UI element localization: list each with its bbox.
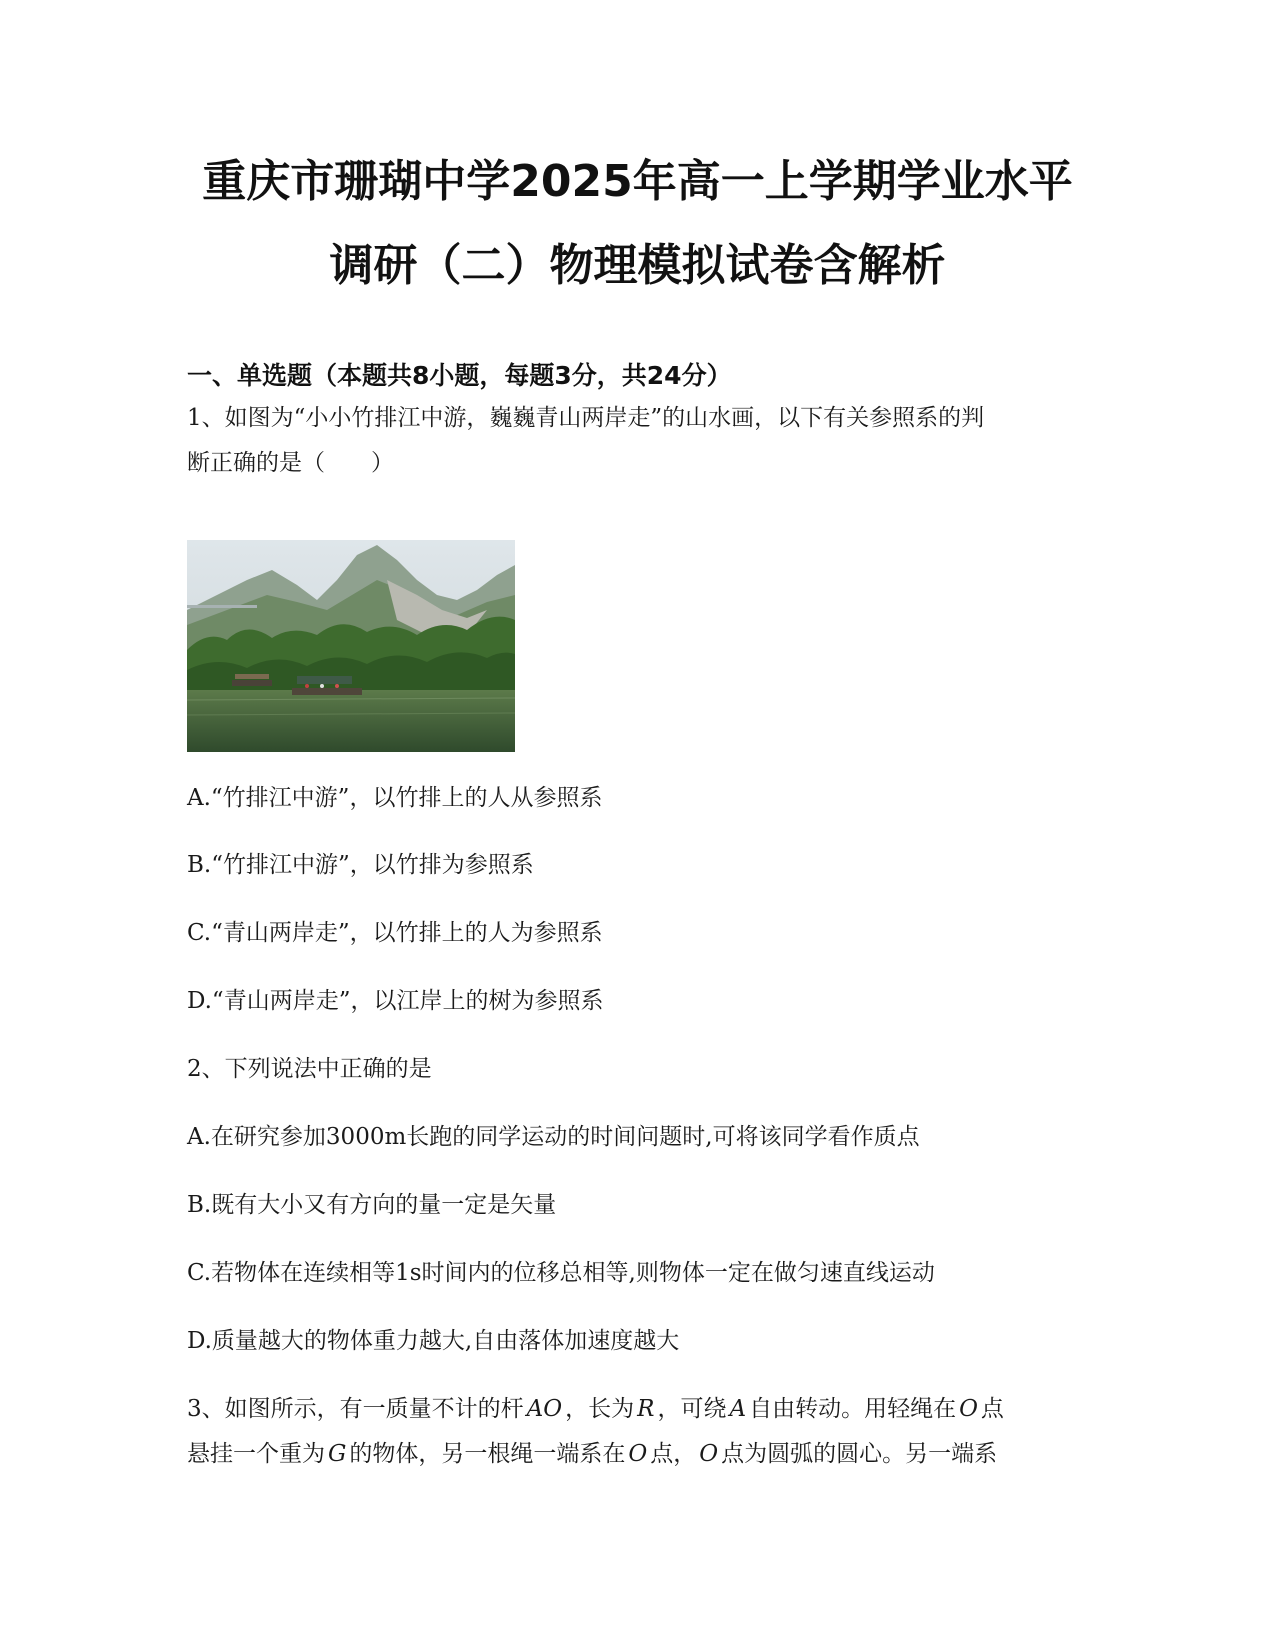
document-title (150, 140, 1125, 308)
q3-text: 点为圆弧的圆心。另一端系 (721, 1441, 998, 1467)
q3-text: ，可绕 (657, 1396, 727, 1422)
q3-var-g: G (328, 1441, 347, 1467)
q2-option-a: A.在研究参加3000m长跑的同学运动的时间问题时,可将该同学看作质点 (187, 1124, 920, 1150)
q3-text: 悬挂一个重为 (187, 1441, 325, 1467)
q3-text: ，长为 (565, 1396, 635, 1422)
q3-text: 3、如图所示，有一质量不计的杆 (187, 1396, 524, 1422)
q2-stem: 2、下列说法中正确的是 (187, 1056, 432, 1082)
q3-var-o: O (699, 1441, 719, 1467)
q3-text: 自由转动。用轻绳在 (749, 1396, 957, 1422)
river-landscape-photo (187, 540, 515, 752)
q3-var-o: O (959, 1396, 978, 1422)
q2-option-d: D.质量越大的物体重力越大,自由落体加速度越大 (187, 1328, 680, 1354)
q3-text: 的物体，另一根绳一端系在 (349, 1441, 626, 1467)
q3-stem-line-1 (187, 1389, 1004, 1429)
section-heading: 一、单选题（本题共8小题，每题3分，共24分） (187, 361, 732, 390)
q3-text: 点， (650, 1441, 697, 1467)
q1-option-d: D.“青山两岸走”，以江岸上的树为参照系 (187, 988, 604, 1014)
q2-option-b: B.既有大小又有方向的量一定是矢量 (187, 1192, 557, 1218)
q3-var-o: O (628, 1441, 648, 1467)
q1-stem-line-2: 断正确的是（ ） (187, 450, 394, 476)
title-line-1: 重庆市珊瑚中学2025年高一上学期学业水平 (202, 156, 1073, 207)
q3-var-a: A (729, 1396, 747, 1422)
q1-option-c: C.“青山两岸走”，以竹排上的人为参照系 (187, 920, 603, 946)
q2-option-c: C.若物体在连续相等1s时间内的位移总相等,则物体一定在做匀速直线运动 (187, 1260, 935, 1286)
q3-var-r: R (637, 1396, 655, 1422)
q3-text: 点 (980, 1396, 1004, 1422)
q1-stem-line-1: 1、如图为“小小竹排江中游，巍巍青山两岸走”的山水画，以下有关参照系的判 (187, 405, 985, 431)
q3-stem-line-2 (187, 1434, 997, 1474)
q1-option-b: B.“竹排江中游”，以竹排为参照系 (187, 852, 534, 878)
title-line-2: 调研（二）物理模拟试卷含解析 (329, 240, 946, 291)
q1-option-a: A.“竹排江中游”，以竹排上的人从参照系 (187, 785, 603, 811)
q3-var-ao: AO (526, 1396, 563, 1422)
